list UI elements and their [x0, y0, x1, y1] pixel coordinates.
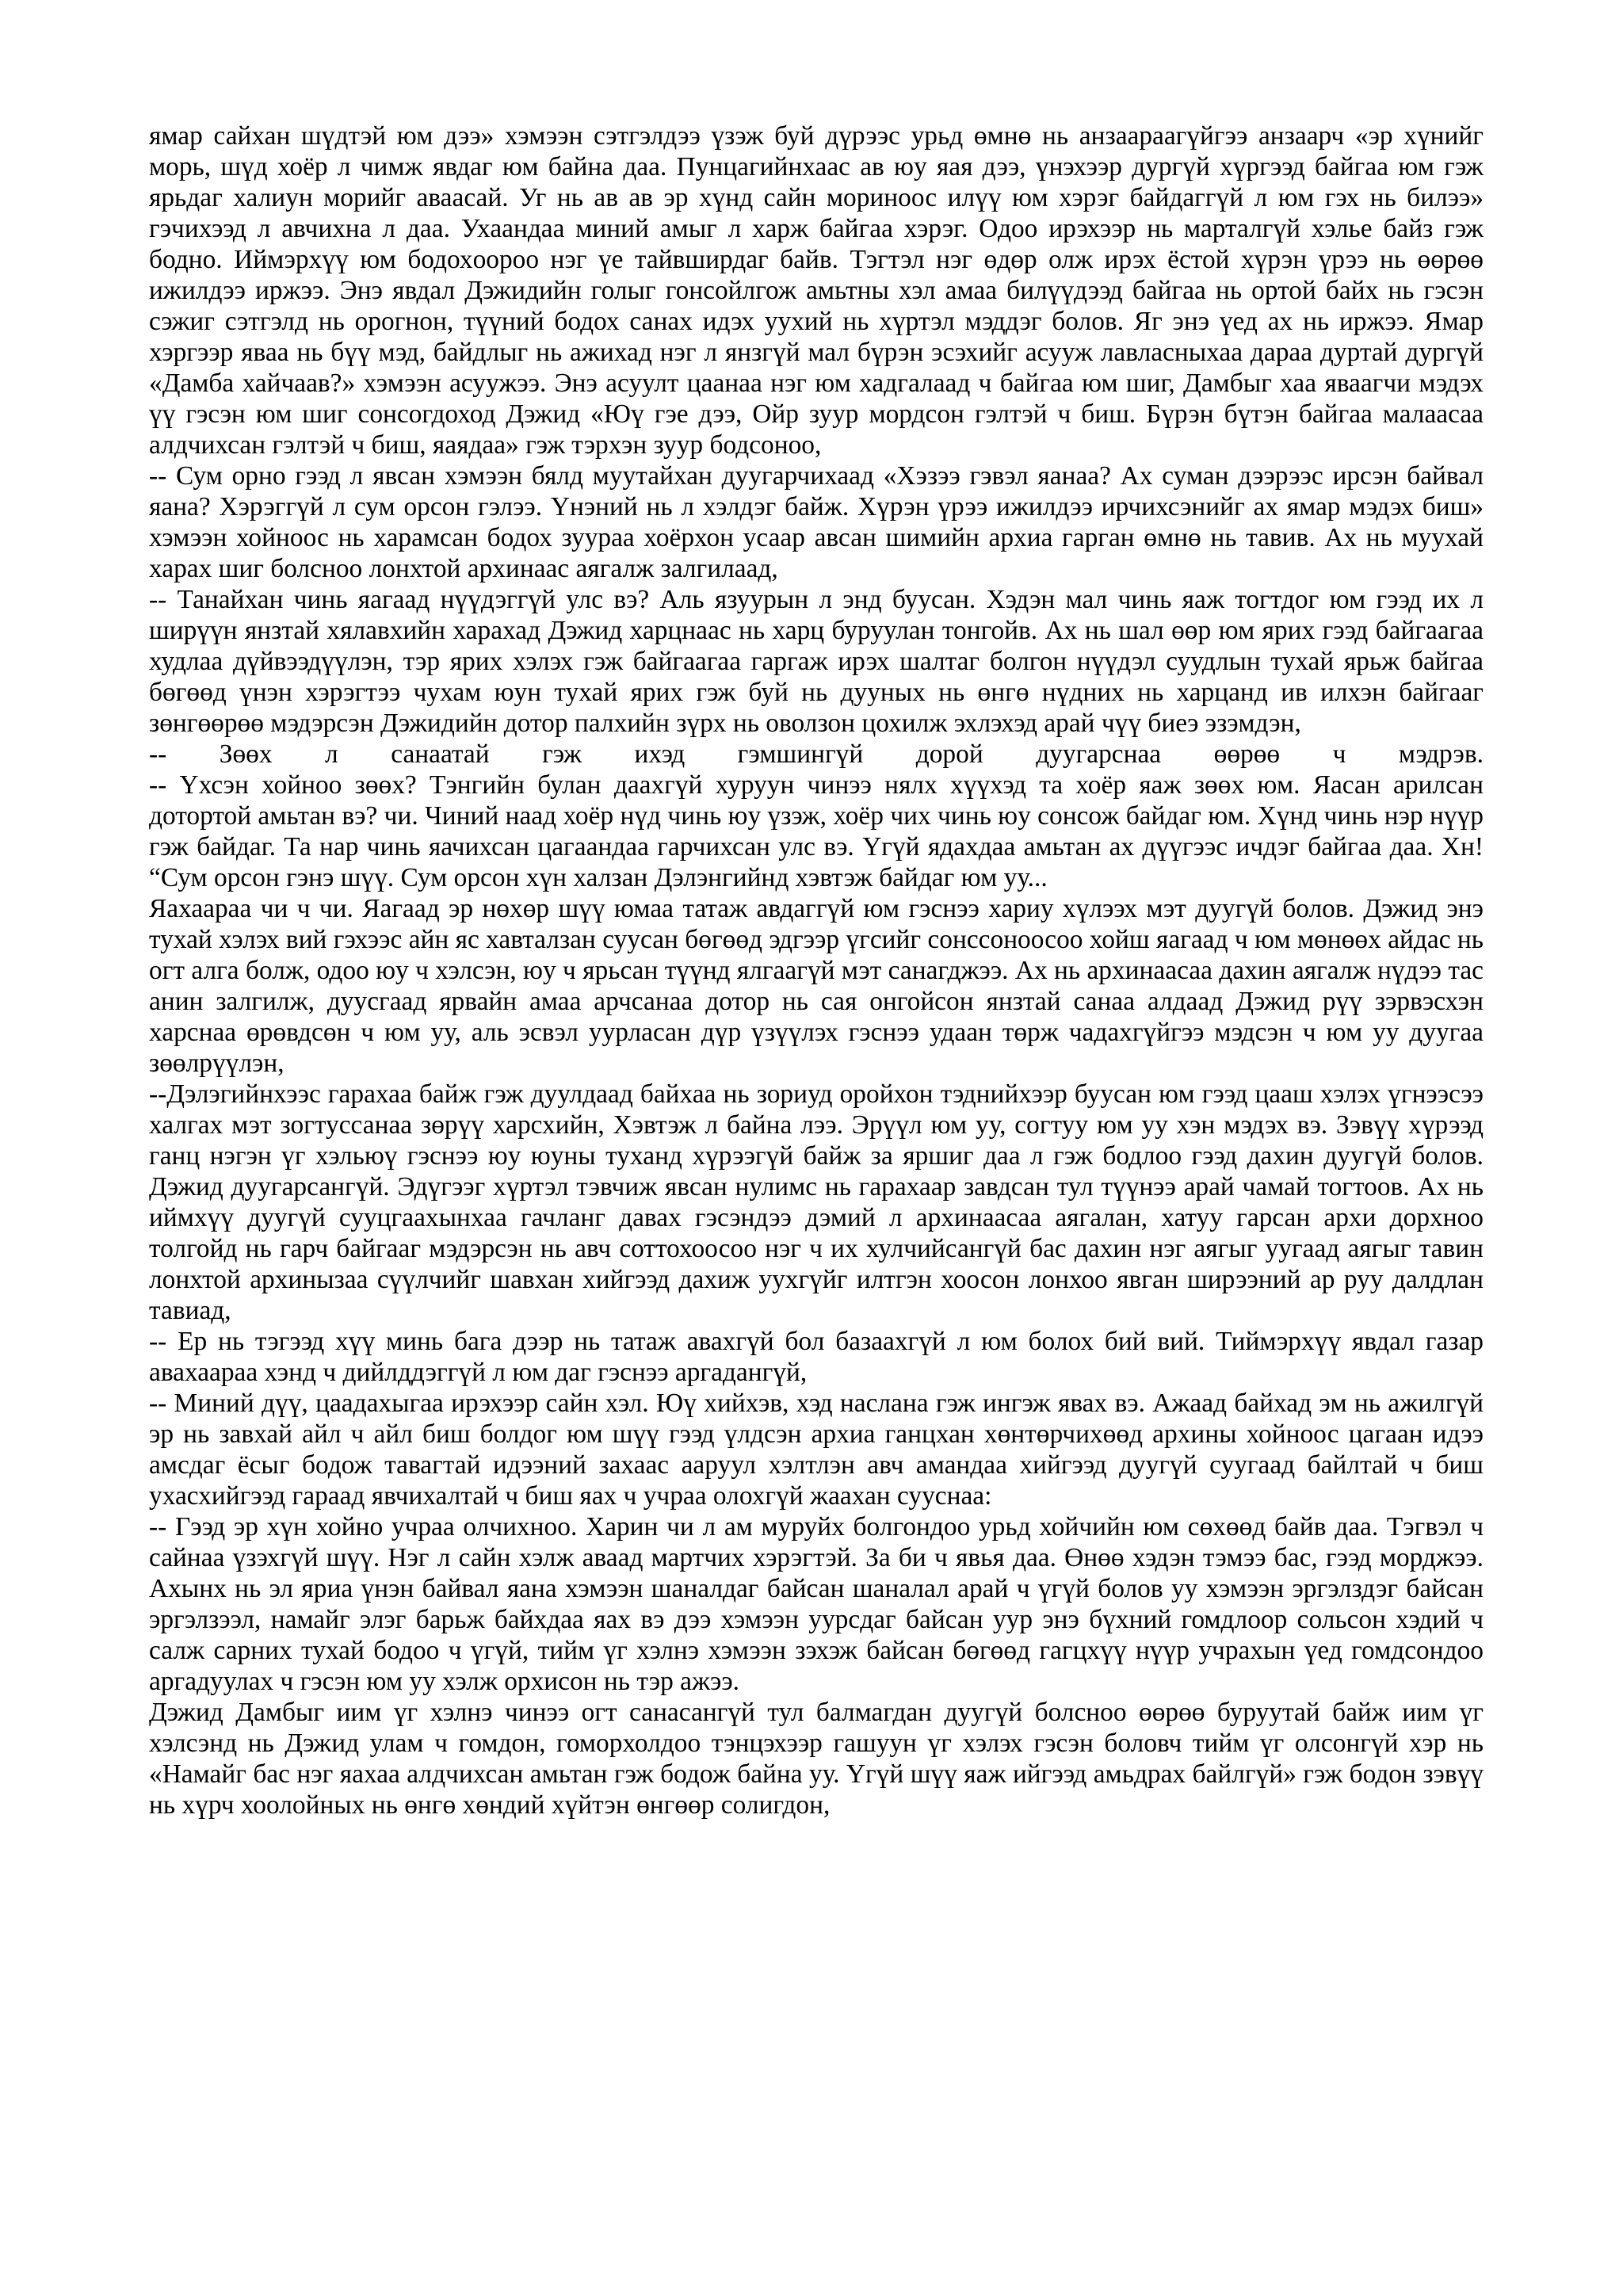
- paragraph-10: -- Гээд эр хүн хойно учраа олчихноо. Харин чи л ам муруйх болгондоо урьд хойчийн юм сөхөөд байв даа. Тэгвэл ч сайнаа үзэхгүй шүү. Нэг л сайн хэлж аваад мартчих хэрэгтэй. За би ч явья даа. Өнөө хэдэн тэмээ бас, гээд морджээ. Ахынх нь эл яриа үнэн байвал яана хэмээн шаналдаг байсан шаналал арай ч үгүй болов уу хэмээн эргэлздэг байсан эргэлзээл, намайг элэг барьж байхдаа яах вэ дээ хэмээн уурсдаг байсан уур энэ бүхний гомдлоор сольсон хэдий ч салж сарних тухай бодоо ч үгүй, тийм үг хэлнэ хэмээн зэхэж байсан бөгөөд гагцхүү нүүр учрахын үед гомдсондоо аргадуулах ч гэсэн юм уу хэлж орхисон нь тэр ажээ.: [149, 1512, 1484, 1696]
- paragraph-8: -- Ер нь тэгээд хүү минь бага дээр нь татаж авахгүй бол базаахгүй л юм болох бий вий. Тиймэрхүү явдал газар авахаараа хэнд ч дийлддэггүй л юм даг гэснээ аргадангүй,: [149, 1327, 1484, 1387]
- paragraph-7: --Дэлэгийнхээс гарахаа байж гэж дуулдаад байхаа нь зориуд оройхон тэднийхээр буусан юм гээд цааш хэлэх үгнээсээ халгах мэт зогтуссанаа зөрүү харсхийн, Хэвтэж л байна лээ. Эрүүл юм уу, согтуу юм уу хэн мэдэх вэ. Зэвүү хүрээд ганц нэгэн үг хэльюү гэснээ юу юуны туханд хүрээгүй байж за яршиг даа л гэж бодлоо гээд дахин дуугүй болов. Дэжид дуугарсангүй. Эдүгээг хүртэл тэвчиж явсан нулимс нь гарахаар завдсан тул түүнээ арай чамай тогтоов. Ах нь иймхүү дуугүй сууцгаахынхаа гачланг давах гэсэндээ дэмий л архинаасаа аягалан, хатуу гарсан архи дорхноо толгойд нь гарч байгааг мэдэрсэн нь авч соттохоосоо нэг ч их хулчийсангүй бас дахин нэг аягыг уугаад аягыг тавин лонхтой архинызаа сүүлчийг шавхан хийгээд дахиж уухгүйг илтгэн хоосон лонхоо явган ширээний ар руу далдлан тавиад,: [149, 1079, 1484, 1325]
- paragraph-9: -- Миний дүү, цаадахыгаа ирэхээр сайн хэл. Юү хийхэв, хэд насланa гэж ингэж явах вэ. Ажаад байхад эм нь ажилгүй эр нь завхай айл ч айл биш болдог юм шүү гээд үлдсэн архиа ганцхан хөнтөрчихөөд архины хойноос цагаан идээ амсдаг ёсыг бодож тавагтай идээний захаас ааруул хэлтлэн авч амандаа хийгээд дуугүй суугаад байлтай ч биш ухасхийгээд гараад явчихалтай ч биш яах ч учраа олохгүй жаахан сууснаа:: [149, 1389, 1484, 1511]
- paragraph-4: -- Зөөх л санаатай гэж ихэд гэмшингүй дорой дуугарснаа өөрөө ч мэдрэв.: [149, 739, 1484, 769]
- paragraph-2: -- Сум орно гээд л явсан хэмээн бялд муутайхан дуугарчихаад «Хэзээ гэвэл яанаа? Ах суман дээрээс ирсэн байвал яана? Хэрэггүй л сум орсон гэлээ. Үнэний нь л хэлдэг байж. Хүрэн үрээ ижилдээ ирчихсэнийг ах ямар мэдэх биш» хэмээн хойноос нь харамсан бодох зуураа хоёрхон усаар авсан шимийн архиа гарган өмнө нь тавив. Ах нь муухай харах шиг болсноо лонхтой архинаас аягалж залгилаад,: [149, 461, 1484, 583]
- paragraph-1: ямар сайхан шүдтэй юм дээ» хэмээн сэтгэлдээ үзэж буй дүрээс урьд өмнө нь анзаараагүйгээ анзаарч «эр хүнийг морь, шүд хоёр л чимж явдаг юм байна даа. Пунцагийнхаас ав юу яая дээ, үнэхээр дургүй хүргээд байгаа юм гэж ярьдаг халиун морийг аваасай. Уг нь ав ав эр хүнд сайн мориноос илүү юм хэрэг байдаггүй л юм гэх нь билээ» гэчихээд л авчихна л даа. Ухаандаа миний амыг л харж байгаа хэрэг. Одоо ирэхээр нь марталгүй хэлье байз гэж бодно. Иймэрхүү юм бодохooроо нэг үе тайвширдаг байв. Тэгтэл нэг өдөр олж ирэх ёстой хүрэн үрээ нь өөрөө ижилдээ иржээ. Энэ явдал Дэжидийн голыг гонсойлгож амьтны хэл амаа билүүдээд байгаа нь ортой байх нь гэсэн сэжиг сэтгэлд нь орогнон, түүний бодох санах идэх уухий нь хүртэл мэддэг болов. Яг энэ үед ах нь иржээ. Ямар хэргээр яваа нь бүү мэд, байдлыг нь ажихад нэг л янзгүй мал бүрэн эсэхийг асууж лавласныхаа дараа дуртай дургүй «Дамба хайчаав?» хэмээн асуужээ. Энэ асуулт цаанаа нэг юм хадгалаад ч байгаа юм шиг, Дамбыг хаа яваагчи мэдэх үү гэсэн юм шиг сонсогдоход Дэжид «Юү гэе дээ, Ойр зуур мордсон гэлтэй ч биш. Бүрэн бүтэн байгаа малаасаа алдчихсан гэлтэй ч биш, яаядаа» гэж тэрхэн зуур бодсоноо,: [149, 121, 1484, 460]
- paragraph-11: Дэжид Дамбыг иим үг хэлнэ чинээ огт санасангүй тул балмагдан дуугүй болсноо өөрөө буруутай байж иим үг хэлсэнд нь Дэжид улам ч гомдон, гоморхолдоо тэнцэхээр гашуун үг хэлэх гэсэн боловч тийм үг олсонгүй хэр нь «Намайг бас нэг яахаа алдчихсан амьтан гэж бодож байна уу. Үгүй шүү яаж ийгээд амьдрах байлгүй» гэж бодон зэвүү нь хүрч хоолойных нь өнгө хөндий хүйтэн өнгөөр солигдон,: [149, 1698, 1484, 1820]
- document-page: [149, 120, 1484, 1820]
- paragraph-3: -- Танайхан чинь яагаад нүүдэггүй улс вэ? Аль язуурын л энд буусан. Хэдэн мал чинь яаж тогтдог юм гээд их л ширүүн янзтай хялавхийн харахад Дэжид харцнаас нь харц буруулан тонгойв. Ах нь шал өөр юм ярих гээд байгаагаа худлаа дүйвээдүүлэн, тэр ярих хэлэх гэж байгаагаа гаргаж ирэх шалтаг болгон нүүдэл суудлын тухай ярьж байгаа бөгөөд үнэн хэрэгтээ чухам юун тухай ярих гэж буй нь дууных нь өнгө нүдних нь харцанд ив илхэн байгааг зөнгөөрөө мэдэрсэн Дэжидийн дотор палхийн зүрх нь оволзон цохилж эхлэхэд арай чүү биеэ эзэмдэн,: [149, 585, 1484, 738]
- paragraph-5: -- Үхсэн хойноо зөөх? Тэнгийн булан даахгүй хуруун чинээ нялх хүүхэд та хоёр яаж зөөх юм. Яасан арилсан дотортой амьтан вэ? чи. Чиний наад хоёр нүд чинь юу үзэж, хоёр чих чинь юу сонсож байдаг юм. Хүнд чинь нэр нүүр гэж байдаг. Та нар чинь яачихсан цагаандаа гарчихсан улс вэ. Үгүй ядахдаа амьтан ах дүүгээс ичдэг байгаа даа. Хн! “Сум орсон гэнэ шүү. Сум орсон хүн халзан Дэлэнгийнд хэвтэж байдаг юм уу...: [149, 770, 1484, 892]
- paragraph-6: Яахаараа чи ч чи. Яагаад эр нөхөр шүү юмаа татаж авдаггүй юм гэснээ хариу хүлээх мэт дуугүй болов. Дэжид энэ тухай хэлэх вий гэхээс айн яс хавталзан суусан бөгөөд эдгээр үгсийг сонссоноосоо хойш яагаад ч юм мөнөөх айдас нь огт алга болж, одоо юу ч хэлсэн, юу ч ярьсан түүнд ялгаагүй мэт санагджээ. Ах нь архинаасаа дахин аягалж нүдээ тас анин залгилж, дуусгаад ярвайн амаа арчсанаа дотор нь сая онгойсон янзтай санаа алдаад Дэжид рүү зэрвэсхэн харснаа өрөвдсөн ч юм уу, аль эсвэл уурласан дүр үзүүлэх гэснээ удаан төрж чадахгүйгээ мэдсэн ч юм уу дуугаа зөөлрүүлэн,: [149, 894, 1484, 1078]
